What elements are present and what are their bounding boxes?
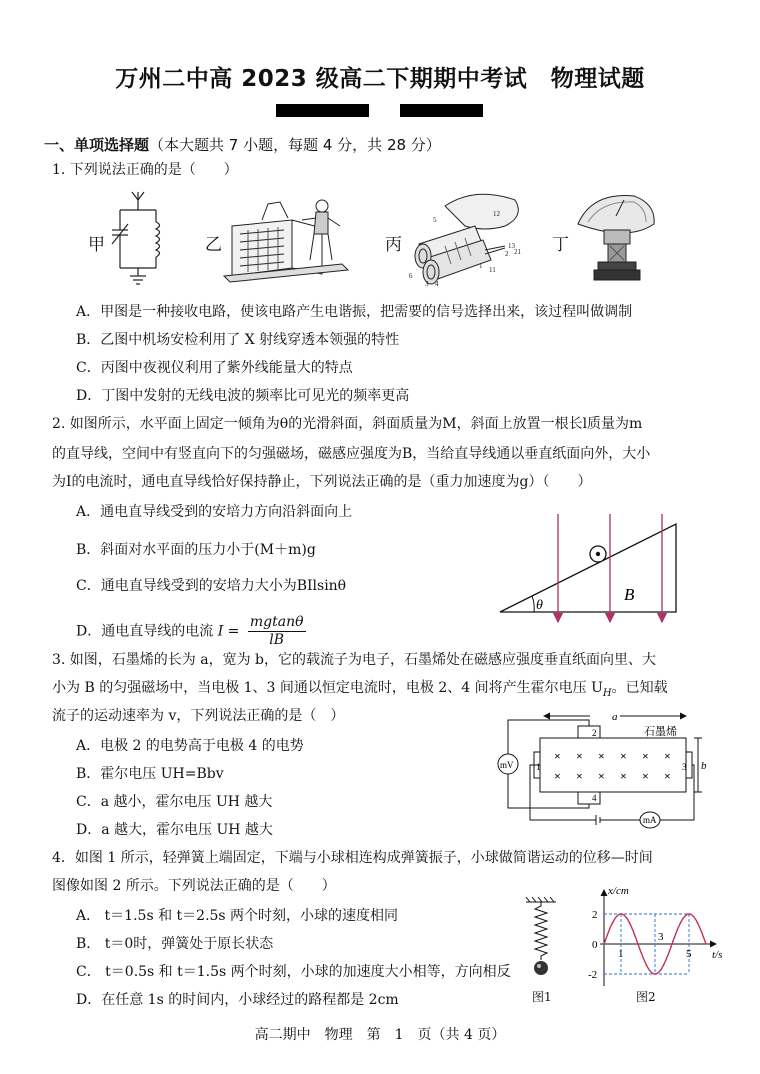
svg-text:×: × [620,769,627,783]
y-tick-label: -2 [588,969,598,981]
field-b-label: B [624,585,635,604]
q4-stem-line-1: 4．如图 1 所示，轻弹簧上端固定，下端与小球相连构成弹簧振子，小球做简谐运动的位移—时间 [52,850,653,866]
x-tick-label: 1 [618,948,624,960]
device-number: 12 [493,210,500,218]
data-point [603,943,605,945]
y-tick-label: 0 [592,939,598,951]
x-axis-label: t/s [712,949,723,961]
q1-option-d: D．丁图中发射的无线电波的频率比可见光的频率更高 [76,388,410,404]
q2-stem-line-2: 的直导线，空间中有竖直向下的匀强磁场，磁感应强度为B，当给直导线通以垂直纸面向外，大小 [52,446,651,462]
q2-option-a: A．通电直导线受到的安培力方向沿斜面向上 [76,504,353,520]
q1-option-c: C．丙图中夜视仪利用了紫外线能量大的特点 [76,360,353,376]
q4-option-a: A． t＝1.5s 和 t＝2.5s 两个时刻，小球的速度相同 [76,908,399,924]
device-number: 6 [409,272,413,280]
data-point [705,943,707,945]
data-point [697,922,699,924]
q3-option-b: B．霍尔电压 UH=Bbv [76,766,224,782]
section-note: （本大题共 7 小题，每题 4 分，共 28 分） [149,136,441,154]
formula-numerator: mgtanθ [249,614,304,630]
formula-lhs: I = [217,623,240,640]
data-point [688,913,690,915]
device-number: 2 [505,250,509,258]
data-point [646,964,648,966]
q1-option-b: B．乙图中机场安检利用了 X 射线穿透本领强的特性 [76,332,400,348]
spring-oscillator-figure [522,896,562,982]
lc-circuit-figure [108,190,172,290]
fig2-caption: 图2 [636,990,656,1004]
width-b-label: b [701,760,707,772]
svg-text:×: × [664,769,671,783]
q3-stem-line-1: 3. 如图，石墨烯的长为 a，宽为 b，它的载流子为电子，石墨烯处在磁感应强度垂直纸面向里、大 [52,652,657,668]
device-number: 3 [425,280,429,288]
svg-text:×: × [664,749,671,763]
q2-option-c: C．通电直导线受到的安培力大小为BIlsinθ [76,578,347,594]
page-footer: 高二期中 物理 第 1 页（共 4 页） [254,1027,506,1043]
q1-stem: 1. 下列说法正确的是（ ） [52,162,238,178]
electrode-label: 3 [682,762,687,772]
redacted-bar-2 [400,104,483,117]
electrode-label: 4 [592,793,597,803]
q2-option-b: B．斜面对水平面的压力小于(M＋m)g [76,542,316,558]
q1-option-a: A．甲图是一种接收电路，使该电路产生电谐振，把需要的信号选择出来，该过程叫做调制 [76,304,633,320]
device-number: 13 [508,242,515,250]
svg-text:×: × [554,749,561,763]
q2-option-d [76,614,306,649]
incline-figure [496,510,696,630]
formula-fraction [248,614,306,649]
section-heading [44,134,441,155]
xt-chart [578,882,723,988]
q4-option-d: D．在任意 1s 的时间内，小球经过的路程都是 2cm [76,992,399,1008]
q3-stem-tail: 。已知载 [611,680,668,696]
q2-option-d-text: D．通电直导线的电流 [76,623,214,640]
data-point [620,913,622,915]
night-vision-figure [405,186,531,290]
section-title: 一、单项选择题 [44,136,150,154]
q2-stem-line-1: 2. 如图所示，水平面上固定一倾角为θ的光滑斜面，斜面质量为M，斜面上放置一根长l质量为m [52,416,643,432]
x-tick-label: 3 [658,931,664,943]
x-tick-label: 5 [686,948,692,960]
milliammeter-label: mA [643,815,657,825]
svg-text:×: × [642,749,649,763]
page-title: 万州二中高 2023 级高二下期期中考试 物理试题 [115,66,645,92]
q1-label-jia: 甲 [88,235,105,255]
svg-text:×: × [576,749,583,763]
graphene-label: 石墨烯 [644,726,677,738]
y-tick-label: 2 [592,909,598,921]
q3-option-a: A．电极 2 的电势高于电极 4 的电势 [76,738,304,754]
data-point [629,922,631,924]
length-a-label: a [612,711,618,723]
svg-text:×: × [576,769,583,783]
formula-denominator: lB [269,632,285,648]
q1-label-yi: 乙 [205,235,222,255]
y-axis-label: x/cm [608,885,629,897]
q2-stem-line-3: 为I的电流时，通电直导线恰好保持静止，下列说法正确的是（重力加速度为g）（ ） [52,474,592,490]
q3-stem-line-2: 小为 B 的匀强磁场中，当电极 1、3 间通以恒定电流时，电极 2、4 间将产生霍尔电压 $U_H$。已知载 [52,680,668,699]
device-number: 1 [479,262,483,270]
data-point [654,973,656,975]
q3-option-d: D．a 越大，霍尔电压 UH 越大 [76,822,273,838]
data-point [671,943,673,945]
q4-option-c: C． t＝0.5s 和 t＝1.5s 两个时刻，小球的加速度大小相等，方向相反 [76,964,511,980]
redacted-bar-1 [276,104,369,117]
q4-option-b: B． t＝0时，弹簧处于原长状态 [76,936,274,952]
svg-text:×: × [554,769,561,783]
device-number: 11 [489,266,496,274]
q3-option-c: C．a 越小，霍尔电压 UH 越大 [76,794,273,810]
svg-text:×: × [642,769,649,783]
q1-label-bing: 丙 [385,235,402,255]
data-point [663,964,665,966]
device-number: 4 [435,280,439,288]
q4-stem-line-2: 图像如图 2 所示。下列说法正确的是（ ） [52,878,336,894]
graphene-hall-figure [494,708,716,832]
fig1-caption: 图1 [532,990,552,1004]
device-number: 21 [514,248,521,256]
svg-text:×: × [620,749,627,763]
xray-scanner-figure [222,190,352,286]
electrode-label: 1 [536,762,541,772]
radio-dish-figure [572,190,668,286]
data-point [680,922,682,924]
svg-text:×: × [598,749,605,763]
data-point [637,943,639,945]
electrode-label: 2 [592,728,597,738]
data-point [612,922,614,924]
svg-text:×: × [598,769,605,783]
q3-stem-line-2-text: 小为 B 的匀强磁场中，当电极 1、3 间通以恒定电流时，电极 2、4 间将产生霍尔电压 U [52,680,603,696]
millivoltmeter-label: mV [500,760,514,770]
theta-label: θ [536,598,543,613]
device-number: 5 [433,216,437,224]
q3-stem-line-3: 流子的运动速率为 v，下列说法正确的是（ ） [52,708,345,724]
q1-label-ding: 丁 [552,235,569,255]
